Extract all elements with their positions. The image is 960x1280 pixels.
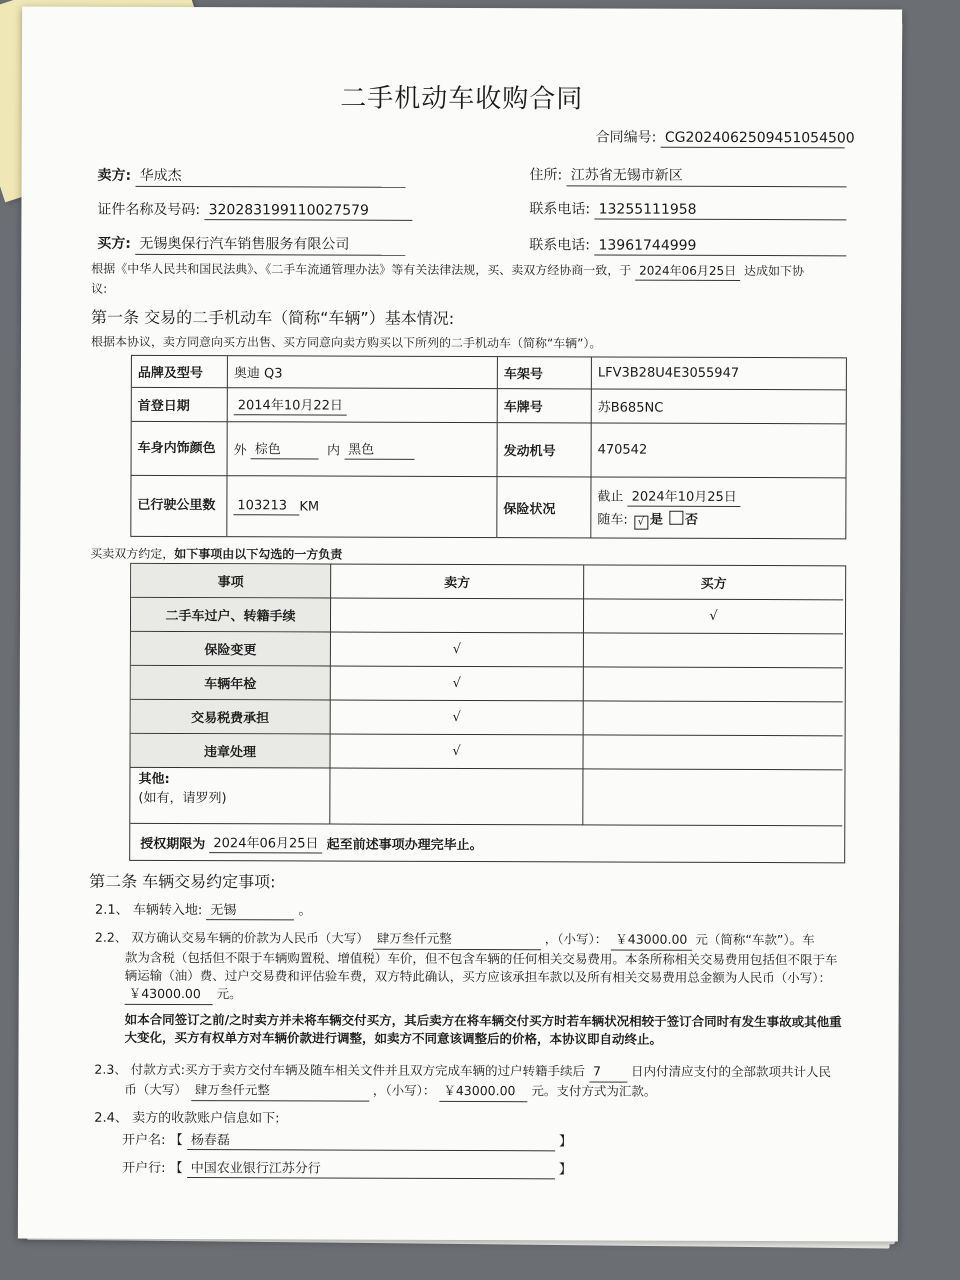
other-label: 其他: <box>138 771 170 787</box>
insurance-no-label: 否 <box>685 512 699 528</box>
insurance-with-label: 随车: <box>597 512 628 528</box>
s23-text-c: 币（大写） <box>124 1081 187 1098</box>
s21-end: 。 <box>298 903 312 919</box>
section-2-4 <box>94 1107 279 1127</box>
row-violation-buyer <box>583 735 842 770</box>
insurance-until-value: 2024年10月25日 <box>628 486 741 507</box>
bank-row <box>122 1157 572 1180</box>
insurance-label: 保险状况 <box>497 477 591 537</box>
row-inspection-seller: √ <box>331 667 584 702</box>
holder-name: 杨春磊 <box>187 1129 555 1151</box>
buyer-name: 无锡奥保行汽车销售服务有限公司 <box>135 233 405 256</box>
s22-amount-lower: ￥43000.00 <box>611 931 691 951</box>
s22-total: ￥43000.00 <box>125 985 213 1005</box>
row-inspection-item: 车辆年检 <box>131 666 331 701</box>
row-inspection-buyer <box>584 667 843 702</box>
int-color-label: 内 <box>326 443 341 459</box>
mileage-label: 已行驶公里数 <box>131 476 227 536</box>
row-tax-item: 交易税费承担 <box>131 700 331 735</box>
int-color-value: 黑色 <box>344 439 414 460</box>
s23-text-e: 元。支付方式为汇款。 <box>531 1083 657 1099</box>
auth-suffix: 起至前述事项办理完毕止。 <box>326 837 483 853</box>
vehicle-info-table <box>130 355 847 539</box>
s22-text-a: 双方确认交易车辆的价款为人民币（大写） <box>131 929 369 946</box>
row-violation-item: 违章处理 <box>130 734 330 769</box>
header-seller: 卖方 <box>331 565 584 600</box>
insurance-yes-checkbox[interactable]: √ <box>634 516 648 530</box>
bank-bracket-right: 】 <box>558 1162 572 1178</box>
seller-name-row <box>98 165 406 188</box>
adjustment-line1: 如本合同签订之前/之时卖方并未将车辆交付买方，其后卖方在将车辆交付买方时若车辆状况相较于签订合同时有发生事故或其他重 <box>124 1011 842 1030</box>
seller-phone-row <box>529 198 846 220</box>
row-other-item <box>130 768 330 825</box>
intro-text: 根据《中华人民共和国民法典》、《二手车流通管理办法》等有关法律法规，买、卖双方经协商一致，于 <box>91 261 632 278</box>
buyer-phone-row <box>529 234 846 256</box>
seller-id-label: 证件名称及号码: <box>97 201 201 219</box>
adjustment-clause <box>125 1011 885 1050</box>
adjustment-line2: 大变化，买方有权单方对车辆价款进行调整，如卖方不同意该调整后的价格，本协议即自动终止。 <box>124 1029 663 1047</box>
intro-text-after: 达成如下协 <box>743 263 805 279</box>
s22-number: 2.2、 <box>94 929 128 945</box>
holder-label: 开户名: <box>122 1132 166 1148</box>
plate-value: 苏B685NC <box>592 389 846 424</box>
section-2-2 <box>95 929 885 1008</box>
seller-phone-label: 联系电话: <box>529 201 591 218</box>
seller-address-label: 住所: <box>529 167 563 184</box>
bank-label: 开户行: <box>122 1160 166 1176</box>
engine-label: 发动机号 <box>498 423 592 477</box>
row-other-seller <box>330 769 583 826</box>
s23-amount-lower: ￥43000.00 <box>439 1082 527 1102</box>
auth-date: 2024年06月25日 <box>209 832 322 853</box>
reg-date-value: 2014年10月22日 <box>234 394 347 415</box>
mileage-unit: KM <box>299 498 320 515</box>
agreement-intro-bold: 如下事项由以下勾选的一方负责 <box>174 547 343 562</box>
s22-amount-upper: 肆万叁仟元整 <box>373 930 541 951</box>
article1-heading: 第一条 交易的二手机动车（简称“车辆”）基本情况: <box>91 307 455 328</box>
s23-days: 7 <box>589 1062 627 1082</box>
other-note: (如有，请罗列) <box>138 790 227 807</box>
seller-id-number: 320283199110027579 <box>205 202 413 221</box>
s23-number: 2.3、 <box>94 1061 127 1077</box>
row-insurance-seller: √ <box>331 633 584 668</box>
bank-name: 中国农业银行江苏分行 <box>187 1157 555 1179</box>
s23-line2 <box>94 1081 884 1104</box>
vin-label: 车架号 <box>498 357 592 389</box>
insurance-yes-label: 是 <box>649 512 663 528</box>
auth-label: 授权期限为 <box>140 836 206 852</box>
s23-amount-upper: 肆万叁仟元整 <box>191 1081 369 1102</box>
s22-line2: 款为含税（包括但不限于车辆购置税、增值税）车价，但不包含车辆的任何相关交易费用。本条所称相关交易费用包括但不限于车 <box>124 949 838 968</box>
contract-page <box>18 6 902 1241</box>
section-2-1 <box>95 899 312 921</box>
seller-name: 华成杰 <box>136 165 406 188</box>
intro-paragraph <box>91 260 804 281</box>
header-buyer: 买方 <box>584 565 843 600</box>
s22-end: 元。 <box>216 986 242 1002</box>
row-tax-seller: √ <box>331 701 584 736</box>
insurance-cell <box>591 477 845 538</box>
s23-line1 <box>94 1061 884 1084</box>
row-violation-seller: √ <box>330 735 583 770</box>
contract-number-label: 合同编号: <box>595 129 657 146</box>
row-insurance-buyer <box>584 633 843 668</box>
reg-date-label: 首登日期 <box>132 388 228 422</box>
responsibility-table <box>129 563 846 863</box>
plate-label: 车牌号 <box>498 389 592 423</box>
s22-text-b: ，（小写）： <box>544 931 608 947</box>
agreement-intro-text: 买卖双方约定， <box>90 546 175 562</box>
vin-value: LFV3B28U4E3055947 <box>592 357 846 390</box>
intro-date: 2024年06月25日 <box>635 262 740 281</box>
buyer-phone: 13961744999 <box>594 237 846 256</box>
article1-desc: 根据本协议，卖方同意向买方出售、买方同意向卖方购买以下所列的二手机动车（简称“车辆”）。 <box>90 334 602 351</box>
buyer-phone-label: 联系电话: <box>529 237 591 254</box>
engine-value: 470542 <box>592 423 846 478</box>
ext-color-label: 外 <box>233 443 247 459</box>
insurance-no-checkbox[interactable] <box>669 511 683 525</box>
row-insurance-item: 保险变更 <box>131 632 331 667</box>
header-item: 事项 <box>131 564 331 599</box>
insurance-until-row <box>597 485 740 507</box>
holder-bracket-left: 【 <box>169 1132 183 1149</box>
brand-value: 奥迪 Q3 <box>228 356 498 389</box>
buyer-label: 买方: <box>97 235 131 252</box>
s21-number: 2.1、 <box>94 902 129 918</box>
insurance-with-row <box>597 508 698 529</box>
holder-bracket-right: 】 <box>558 1134 573 1150</box>
row-transfer-buyer: √ <box>584 599 843 634</box>
s24-number: 2.4、 <box>94 1110 128 1126</box>
seller-id-row <box>97 199 412 221</box>
s24-label: 卖方的收款账户信息如下: <box>132 1110 280 1127</box>
reg-date-cell <box>228 388 498 423</box>
seller-address-row <box>530 164 847 187</box>
seller-phone: 13255111958 <box>595 201 847 220</box>
mileage-cell <box>227 476 497 537</box>
row-transfer-seller <box>331 599 584 634</box>
s21-label: 车辆转入地: <box>132 902 203 919</box>
s22-line3: 辆运输（油）费、过户交易费和评估验车费，双方特此确认，买方应该承担车款以及所有相关交易费用总金额为人民币（小写）： <box>124 967 832 986</box>
authorization-row <box>130 824 842 862</box>
s22-line1 <box>95 929 885 952</box>
contract-number <box>595 126 855 148</box>
contract-number-value: CG2024062509451054500 <box>661 130 845 149</box>
s21-value: 无锡 <box>206 899 294 920</box>
row-tax-buyer <box>584 701 843 736</box>
buyer-name-row <box>97 233 405 256</box>
color-cell <box>228 422 498 477</box>
color-label: 车身内饰颜色 <box>132 422 228 476</box>
article2-heading: 第二条 车辆交易约定事项: <box>89 871 276 892</box>
contract-title: 二手机动车收购合同 <box>340 83 584 115</box>
seller-label: 卖方: <box>97 167 132 184</box>
account-holder-row <box>122 1129 572 1152</box>
s22-line4 <box>95 985 885 1008</box>
brand-label: 品牌及型号 <box>132 356 228 388</box>
insurance-until-label: 截止 <box>597 489 624 505</box>
s23-text-a: 付款方式:买方于卖方交付车辆及随车相关文件并且双方完成车辆的过户转籍手续后 <box>130 1061 586 1079</box>
section-2-3 <box>94 1061 884 1104</box>
row-transfer-item: 二手车过户、转籍手续 <box>131 598 331 633</box>
intro-text-line2: 议: <box>91 281 108 296</box>
s23-text-b: 日内付清应支付的全部款项共计人民 <box>630 1063 832 1080</box>
s22-text-c: 元（简称“车款”）。车 <box>695 931 815 948</box>
row-other-buyer <box>583 769 842 826</box>
mileage-value: 103213 <box>233 498 299 515</box>
seller-address: 江苏省无锡市新区 <box>567 164 847 187</box>
ext-color-value: 棕色 <box>251 438 319 459</box>
bank-bracket-left: 【 <box>169 1160 183 1177</box>
s23-text-d: ，（小写）： <box>372 1082 436 1098</box>
agreement-intro <box>90 545 342 563</box>
